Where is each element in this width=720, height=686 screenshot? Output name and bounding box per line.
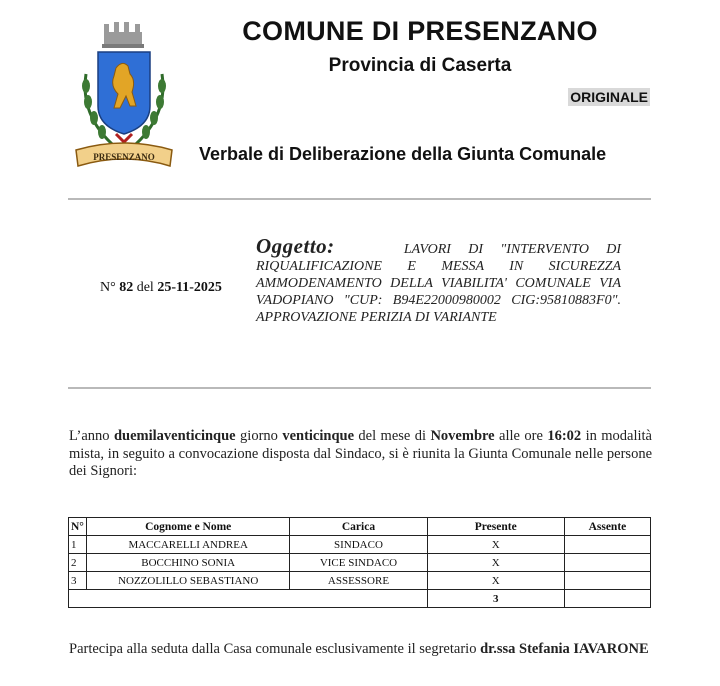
table-total-row	[69, 590, 651, 608]
intro-text: del mese di	[354, 428, 431, 444]
row-role: VICE SINDACO	[290, 554, 427, 572]
attendance-table	[68, 517, 651, 608]
footer-paragraph	[69, 640, 652, 658]
intro-month: Novembre	[430, 428, 495, 444]
date-prefix: del	[136, 280, 154, 295]
intro-text: in modalità mista, in seguito a convocazione disposta dal Sindaco, si è riunita la Giunta Comunale nelle persone dei Signori:	[69, 428, 652, 479]
number-value: 82	[119, 280, 134, 295]
header-role: Carica	[290, 518, 427, 536]
original-badge: ORIGINALE	[570, 89, 648, 105]
table-row	[69, 572, 651, 590]
row-number: 3	[69, 572, 87, 590]
intro-day: venticinque	[282, 428, 355, 444]
row-absent	[564, 572, 650, 590]
header-number: N°	[69, 518, 87, 536]
municipal-emblem	[72, 14, 176, 174]
deliberation-number	[100, 280, 222, 296]
row-present: X	[427, 536, 564, 554]
total-absent	[564, 590, 650, 608]
row-role: ASSESSORE	[290, 572, 427, 590]
intro-time: 16:02	[547, 428, 582, 444]
divider-top	[68, 198, 651, 200]
row-role: SINDACO	[290, 536, 427, 554]
subject-label: Oggetto:	[256, 234, 335, 258]
row-present: X	[427, 554, 564, 572]
subject-text: LAVORI DI "INTERVENTO DI RIQUALIFICAZIONE E MESSA IN SICUREZZA AMMODENAMENTO DELLA VIABILITA' COMUNALE VIA VADOPIANO "CUP: B94E22000980002 CIG:95810883F0". APPROVAZIONE PERIZIA DI VARIANTE	[256, 242, 622, 325]
intro-paragraph	[69, 428, 652, 481]
number-prefix: N°	[100, 280, 116, 295]
total-present: 3	[427, 590, 564, 608]
intro-text: giorno	[235, 428, 283, 444]
row-name: MACCARELLI ANDREA	[87, 536, 290, 554]
row-number: 1	[69, 536, 87, 554]
header-name: Cognome e Nome	[87, 518, 290, 536]
document-heading: Verbale di Deliberazione della Giunta Comunale	[199, 144, 607, 164]
row-name: BOCCHINO SONIA	[87, 554, 290, 572]
table-row	[69, 536, 651, 554]
coat-of-arms-icon	[72, 14, 176, 174]
header-absent: Assente	[564, 518, 650, 536]
table-row	[69, 554, 651, 572]
table-header-row	[69, 518, 651, 536]
row-absent	[564, 554, 650, 572]
divider-middle	[68, 387, 651, 389]
crown-icon	[104, 32, 142, 46]
emblem-banner-text: PRESENZANO	[93, 152, 155, 162]
secretary-name: dr.ssa Stefania IAVARONE	[480, 641, 649, 657]
header-present: Presente	[427, 518, 564, 536]
intro-text: L’anno	[69, 428, 114, 444]
date-value: 25-11-2025	[157, 280, 222, 295]
row-absent	[564, 536, 650, 554]
intro-text: alle ore	[494, 428, 548, 444]
footer-text: Partecipa alla seduta dalla Casa comunale esclusivamente il segretario	[69, 641, 481, 657]
row-number: 2	[69, 554, 87, 572]
row-name: NOZZOLILLO SEBASTIANO	[87, 572, 290, 590]
intro-year: duemilaventicinque	[113, 428, 236, 444]
total-spacer	[69, 590, 428, 608]
row-present: X	[427, 572, 564, 590]
province-subtitle: Provincia di Caserta	[328, 55, 512, 76]
municipality-title: COMUNE DI PRESENZANO	[242, 16, 598, 46]
subject-block	[256, 234, 622, 326]
